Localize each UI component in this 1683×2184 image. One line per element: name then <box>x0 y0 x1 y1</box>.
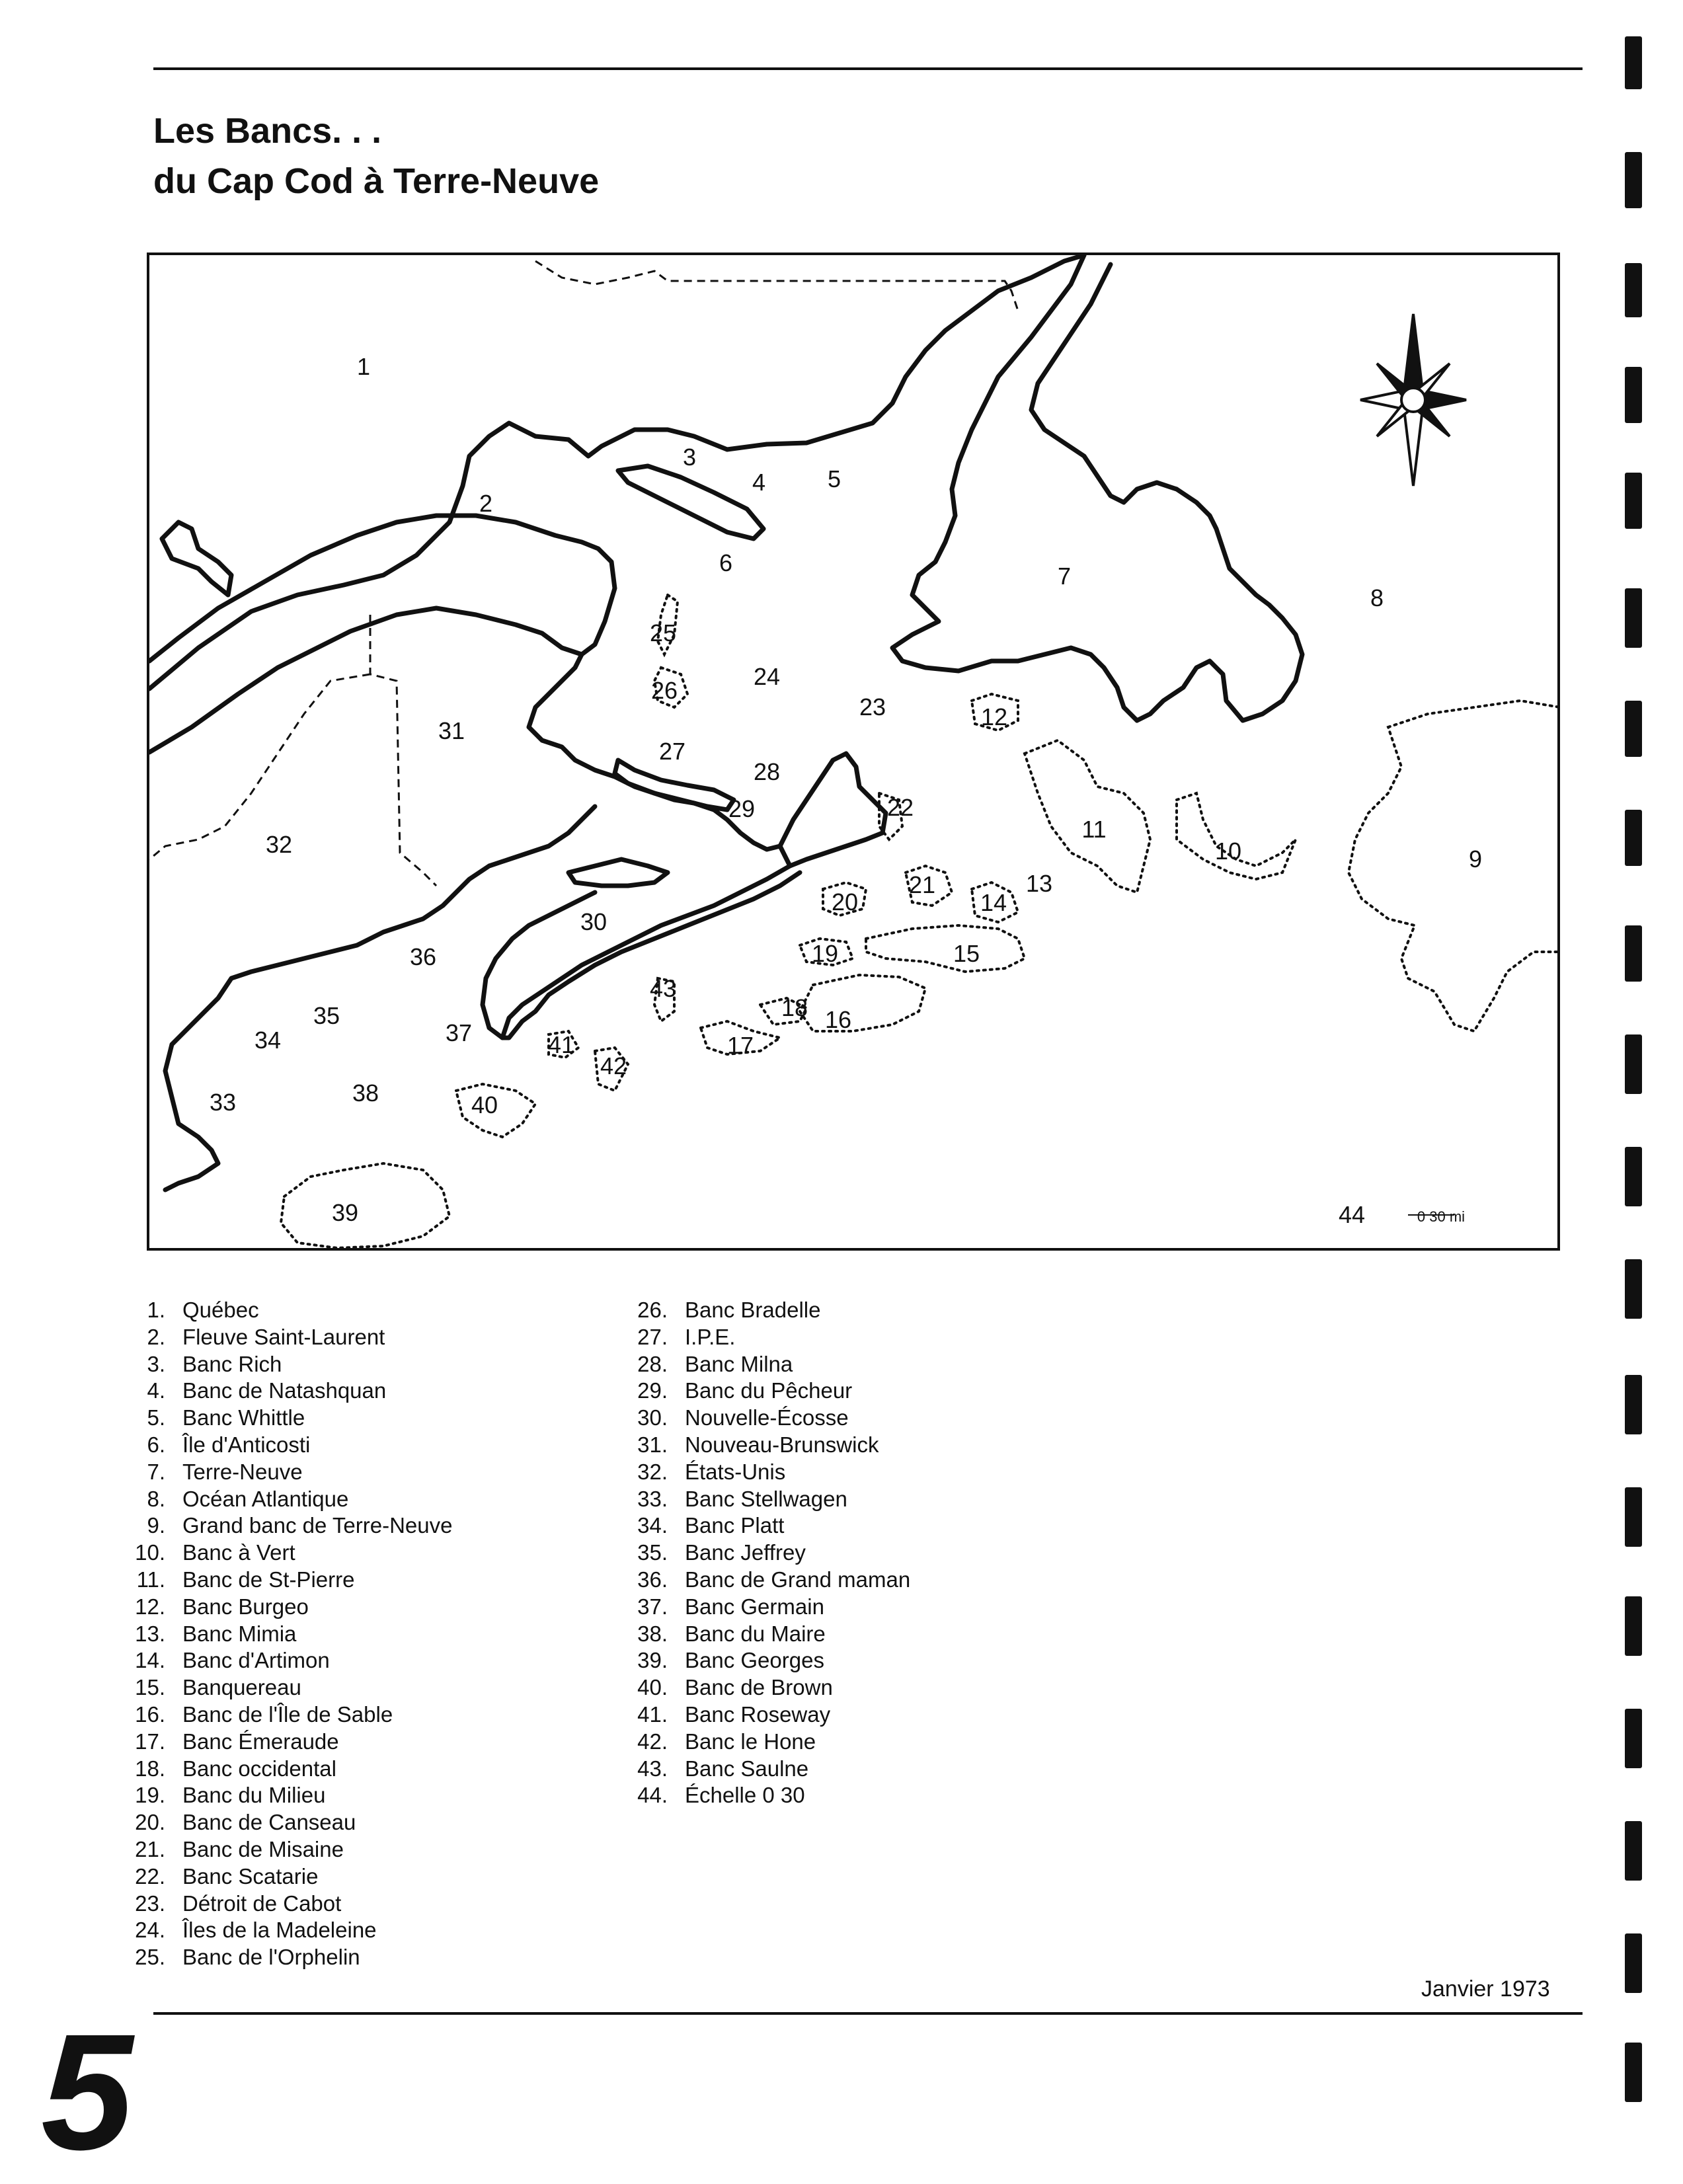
legend-item-number: 18. <box>135 1756 165 1781</box>
legend-item-label: Banc du Pêcheur <box>685 1378 853 1403</box>
legend-item-label: Banc Rich <box>182 1351 282 1376</box>
binding-mark <box>1625 1034 1642 1094</box>
binding-mark <box>1625 1821 1642 1881</box>
cape-breton <box>780 754 886 866</box>
legend-item-label: Grand banc de Terre-Neuve <box>182 1513 453 1538</box>
map-label-15: 15 <box>953 940 980 967</box>
binding-mark <box>1625 1147 1642 1206</box>
binding-mark <box>1625 1596 1642 1656</box>
map-label-2: 2 <box>479 490 493 517</box>
legend-item-number: 4. <box>147 1378 165 1403</box>
legend-item-label: Banquereau <box>182 1675 301 1700</box>
legend-item <box>628 1756 910 1783</box>
boundary-quebec-nb <box>370 615 436 886</box>
scale-text: 0 30 mi <box>1417 1208 1466 1225</box>
map-label-18: 18 <box>781 994 808 1021</box>
legend-item-label: Banc de Misaine <box>182 1836 344 1861</box>
legend-item-label: Banc Germain <box>685 1594 824 1619</box>
binding-mark <box>1625 588 1642 648</box>
legend-item-number: 41. <box>637 1701 668 1727</box>
legend-item-label: Banc Bradelle <box>685 1298 821 1322</box>
map-label-33: 33 <box>209 1089 237 1116</box>
legend-item-label: Banc Émeraude <box>182 1729 339 1754</box>
title-line-2: du Cap Cod à Terre-Neuve <box>153 161 600 201</box>
legend-item-label: Banc Saulne <box>685 1756 809 1781</box>
legend-item <box>126 1944 452 1971</box>
legend-item-label: Banc occidental <box>182 1756 336 1781</box>
legend-item-label: Échelle 0 30 <box>685 1783 805 1808</box>
legend-item <box>628 1621 910 1648</box>
legend-item-number: 11. <box>136 1567 165 1592</box>
map-label-7: 7 <box>1057 563 1072 590</box>
map-label-40: 40 <box>471 1091 498 1118</box>
map-label-27: 27 <box>658 738 686 765</box>
boundary-quebec-labrador <box>535 261 1018 311</box>
legend-item <box>126 1674 452 1701</box>
legend-item-number: 23. <box>135 1891 165 1916</box>
legend-item-label: Océan Atlantique <box>182 1486 349 1511</box>
legend-item-label: Québec <box>182 1298 259 1322</box>
binding-mark <box>1625 1259 1642 1319</box>
legend-item-label: États-Unis <box>685 1459 786 1484</box>
compass-rose-icon <box>1360 314 1466 486</box>
legend-item <box>628 1540 910 1567</box>
map-label-37: 37 <box>445 1019 473 1046</box>
legend-item-label: Fleuve Saint-Laurent <box>182 1324 385 1349</box>
map-label-22: 22 <box>886 794 914 821</box>
title-line-1: Les Bancs. . . <box>153 111 382 151</box>
binding-mark <box>1625 152 1642 208</box>
legend-item-label: Banc de Grand maman <box>685 1567 911 1592</box>
legend-item-label: Banc Georges <box>685 1648 824 1673</box>
legend-item <box>628 1459 910 1486</box>
legend-item-number: 3. <box>147 1351 165 1376</box>
legend-item-number: 36. <box>637 1567 668 1592</box>
legend-item-number: 1. <box>147 1298 165 1322</box>
binding-mark <box>1625 701 1642 757</box>
legend-item <box>126 1647 452 1674</box>
legend-item-label: Banc de Canseau <box>182 1810 356 1835</box>
map-label-30: 30 <box>580 908 607 935</box>
map-label-19: 19 <box>811 940 839 967</box>
map-label-28: 28 <box>753 758 781 785</box>
legend-item-label: Banc Milna <box>685 1351 793 1376</box>
binding-mark <box>1625 263 1642 317</box>
legend-item <box>126 1863 452 1891</box>
bottom-rule <box>153 2012 1583 2015</box>
legend-item <box>628 1701 910 1729</box>
map <box>149 255 1557 1248</box>
legend-item-label: Banc de l'Orphelin <box>182 1945 360 1970</box>
map-label-16: 16 <box>824 1006 852 1033</box>
legend-item-label: Banc Scatarie <box>182 1863 319 1889</box>
map-label-1: 1 <box>356 353 371 380</box>
map-label-38: 38 <box>352 1079 379 1107</box>
legend-item-number: 42. <box>637 1729 668 1754</box>
legend-item <box>628 1351 910 1378</box>
banc-georges-39 <box>281 1163 450 1248</box>
legend-item-number: 30. <box>637 1405 668 1430</box>
map-label-3: 3 <box>682 444 697 471</box>
legend-item-number: 44. <box>637 1783 668 1808</box>
legend-item-label: I.P.E. <box>685 1324 736 1349</box>
legend-item <box>126 1324 452 1351</box>
legend-item <box>126 1891 452 1918</box>
map-label-32: 32 <box>265 831 293 858</box>
top-rule <box>153 67 1583 70</box>
banc-a-vert-10 <box>1177 793 1296 879</box>
map-label-21: 21 <box>908 871 936 898</box>
legend-item-number: 31. <box>637 1432 668 1457</box>
map-label-35: 35 <box>313 1002 340 1029</box>
lake <box>162 522 231 595</box>
binding-mark <box>1625 1487 1642 1547</box>
legend-item <box>126 1756 452 1783</box>
legend-item-number: 24. <box>135 1918 165 1943</box>
map-label-20: 20 <box>831 888 859 916</box>
map-label-10: 10 <box>1214 838 1242 865</box>
legend-item-label: Banc à Vert <box>182 1540 295 1565</box>
legend-item <box>628 1729 910 1756</box>
legend-item-label: Banc du Maire <box>685 1621 826 1646</box>
legend-item <box>628 1378 910 1405</box>
legend-item <box>126 1567 452 1594</box>
map-label-8: 8 <box>1370 584 1384 611</box>
legend-item-number: 34. <box>637 1513 668 1538</box>
legend-item-number: 2. <box>147 1324 165 1349</box>
map-label-34: 34 <box>254 1027 282 1054</box>
legend-item-number: 14. <box>135 1648 165 1673</box>
map-frame <box>147 253 1560 1251</box>
legend-item-number: 35. <box>637 1540 668 1565</box>
publication-date: Janvier 1973 <box>1421 1976 1550 2002</box>
legend-item-number: 37. <box>637 1594 668 1619</box>
legend-item <box>628 1647 910 1674</box>
legend-column-1 <box>126 1297 452 1971</box>
legend-item-label: Banc de Natashquan <box>182 1378 387 1403</box>
legend-item-label: Banc de Brown <box>685 1675 833 1700</box>
map-label-13: 13 <box>1025 870 1053 897</box>
legend-item-label: Banc de St-Pierre <box>182 1567 355 1592</box>
boundary-maine <box>149 674 370 859</box>
binding-mark <box>1625 367 1642 423</box>
legend-item-label: Banc du Milieu <box>182 1783 326 1808</box>
map-label-9: 9 <box>1468 845 1483 873</box>
legend-item-number: 28. <box>637 1351 668 1376</box>
legend-item <box>628 1567 910 1594</box>
legend-item-number: 27. <box>637 1324 668 1349</box>
grand-banc-9 <box>1349 701 1557 1031</box>
binding-mark <box>1625 1933 1642 1993</box>
binding-mark <box>1625 473 1642 529</box>
page-number: 5 <box>41 2000 134 2184</box>
legend-item <box>126 1836 452 1863</box>
map-label-23: 23 <box>859 693 886 721</box>
binding-mark <box>1625 1375 1642 1434</box>
legend-item-label: Île d'Anticosti <box>182 1432 311 1457</box>
legend-item <box>126 1351 452 1378</box>
legend-item <box>126 1621 452 1648</box>
legend-item <box>628 1324 910 1351</box>
legend-item-number: 26. <box>637 1298 668 1322</box>
map-label-14: 14 <box>980 889 1007 916</box>
page-title <box>153 106 599 206</box>
legend-item <box>628 1405 910 1432</box>
legend-item <box>628 1512 910 1540</box>
legend-item-label: Banc Mimia <box>182 1621 297 1646</box>
legend-item-number: 32. <box>637 1459 668 1484</box>
map-label-17: 17 <box>726 1032 754 1059</box>
banc-ile-sable-16 <box>800 975 925 1031</box>
legend-item-number: 40. <box>637 1675 668 1700</box>
binding-mark <box>1625 2043 1642 2102</box>
legend-item <box>126 1729 452 1756</box>
legend-item <box>126 1701 452 1729</box>
anticosti-island <box>618 466 766 539</box>
legend-item <box>126 1540 452 1567</box>
legend-item-label: Terre-Neuve <box>182 1459 303 1484</box>
legend-item-label: Banc Roseway <box>685 1701 831 1727</box>
legend-item-label: Banc Platt <box>685 1513 785 1538</box>
legend-item <box>628 1782 910 1809</box>
legend-item-label: Nouveau-Brunswick <box>685 1432 879 1457</box>
map-label-42: 42 <box>600 1052 627 1079</box>
fundy-shore <box>568 859 668 886</box>
legend-item-number: 19. <box>135 1783 165 1808</box>
legend-item-number: 17. <box>135 1729 165 1754</box>
legend-item-number: 33. <box>637 1486 668 1511</box>
legend-item-number: 9. <box>147 1513 165 1538</box>
legend-item <box>628 1674 910 1701</box>
banquereau-15 <box>866 925 1025 972</box>
legend-item <box>628 1297 910 1324</box>
legend-item <box>628 1594 910 1621</box>
legend-item <box>126 1594 452 1621</box>
legend-item <box>126 1378 452 1405</box>
map-label-41: 41 <box>547 1031 575 1058</box>
legend-item <box>126 1512 452 1540</box>
legend-item-label: Nouvelle-Écosse <box>685 1405 849 1430</box>
map-label-43: 43 <box>649 975 677 1002</box>
map-label-31: 31 <box>438 717 465 744</box>
legend-item-number: 15. <box>135 1675 165 1700</box>
map-label-12: 12 <box>980 703 1008 730</box>
scale-number: 44 <box>1338 1201 1366 1228</box>
map-label-26: 26 <box>650 677 678 704</box>
legend-item-label: Banc de l'Île de Sable <box>182 1701 393 1727</box>
map-label-36: 36 <box>409 943 437 970</box>
legend-item-number: 6. <box>147 1432 165 1457</box>
map-label-4: 4 <box>752 469 766 496</box>
map-label-11: 11 <box>1081 816 1107 843</box>
legend-item-label: Îles de la Madeleine <box>182 1918 377 1943</box>
legend-item-number: 5. <box>147 1405 165 1430</box>
legend-item <box>126 1297 452 1324</box>
legend-item-label: Banc Stellwagen <box>685 1486 847 1511</box>
legend-item-number: 8. <box>147 1486 165 1511</box>
legend-item-number: 39. <box>637 1648 668 1673</box>
legend-item-label: Banc le Hone <box>685 1729 816 1754</box>
legend-item-number: 7. <box>147 1459 165 1484</box>
legend-item-number: 25. <box>135 1945 165 1970</box>
map-label-24: 24 <box>753 663 781 690</box>
map-label-39: 39 <box>331 1199 359 1226</box>
legend-item-label: Banc Jeffrey <box>685 1540 806 1565</box>
legend-item <box>126 1809 452 1836</box>
binding-mark <box>1625 925 1642 982</box>
nova-scotia <box>502 866 800 1038</box>
legend-item-number: 22. <box>135 1863 165 1889</box>
legend-item <box>126 1782 452 1809</box>
legend-item <box>628 1432 910 1459</box>
legend-item <box>126 1459 452 1486</box>
map-label-5: 5 <box>827 465 842 492</box>
legend-item-number: 21. <box>135 1836 165 1861</box>
binding-mark <box>1625 36 1642 89</box>
legend-item-number: 20. <box>135 1810 165 1835</box>
legend-item-label: Banc d'Artimon <box>182 1648 330 1673</box>
legend-item <box>126 1405 452 1432</box>
prince-edward-island <box>615 760 734 810</box>
legend-item-number: 38. <box>637 1621 668 1646</box>
legend-item-number: 29. <box>637 1378 668 1403</box>
map-label-25: 25 <box>649 619 677 646</box>
legend-item-number: 16. <box>135 1701 165 1727</box>
legend-item-label: Détroit de Cabot <box>182 1891 342 1916</box>
legend-item <box>126 1486 452 1513</box>
legend-item-label: Banc Burgeo <box>182 1594 309 1619</box>
legend-item <box>126 1917 452 1944</box>
binding-mark <box>1625 810 1642 866</box>
legend-item-number: 12. <box>135 1594 165 1619</box>
legend-item <box>628 1486 910 1513</box>
map-label-6: 6 <box>719 549 733 576</box>
legend-item-label: Banc Whittle <box>182 1405 305 1430</box>
legend-column-2 <box>628 1297 910 1809</box>
legend-item <box>126 1432 452 1459</box>
map-label-29: 29 <box>728 795 756 822</box>
legend-item-number: 10. <box>135 1540 165 1565</box>
legend-item-number: 13. <box>135 1621 165 1646</box>
legend-item-number: 43. <box>637 1756 668 1781</box>
binding-mark <box>1625 1709 1642 1768</box>
